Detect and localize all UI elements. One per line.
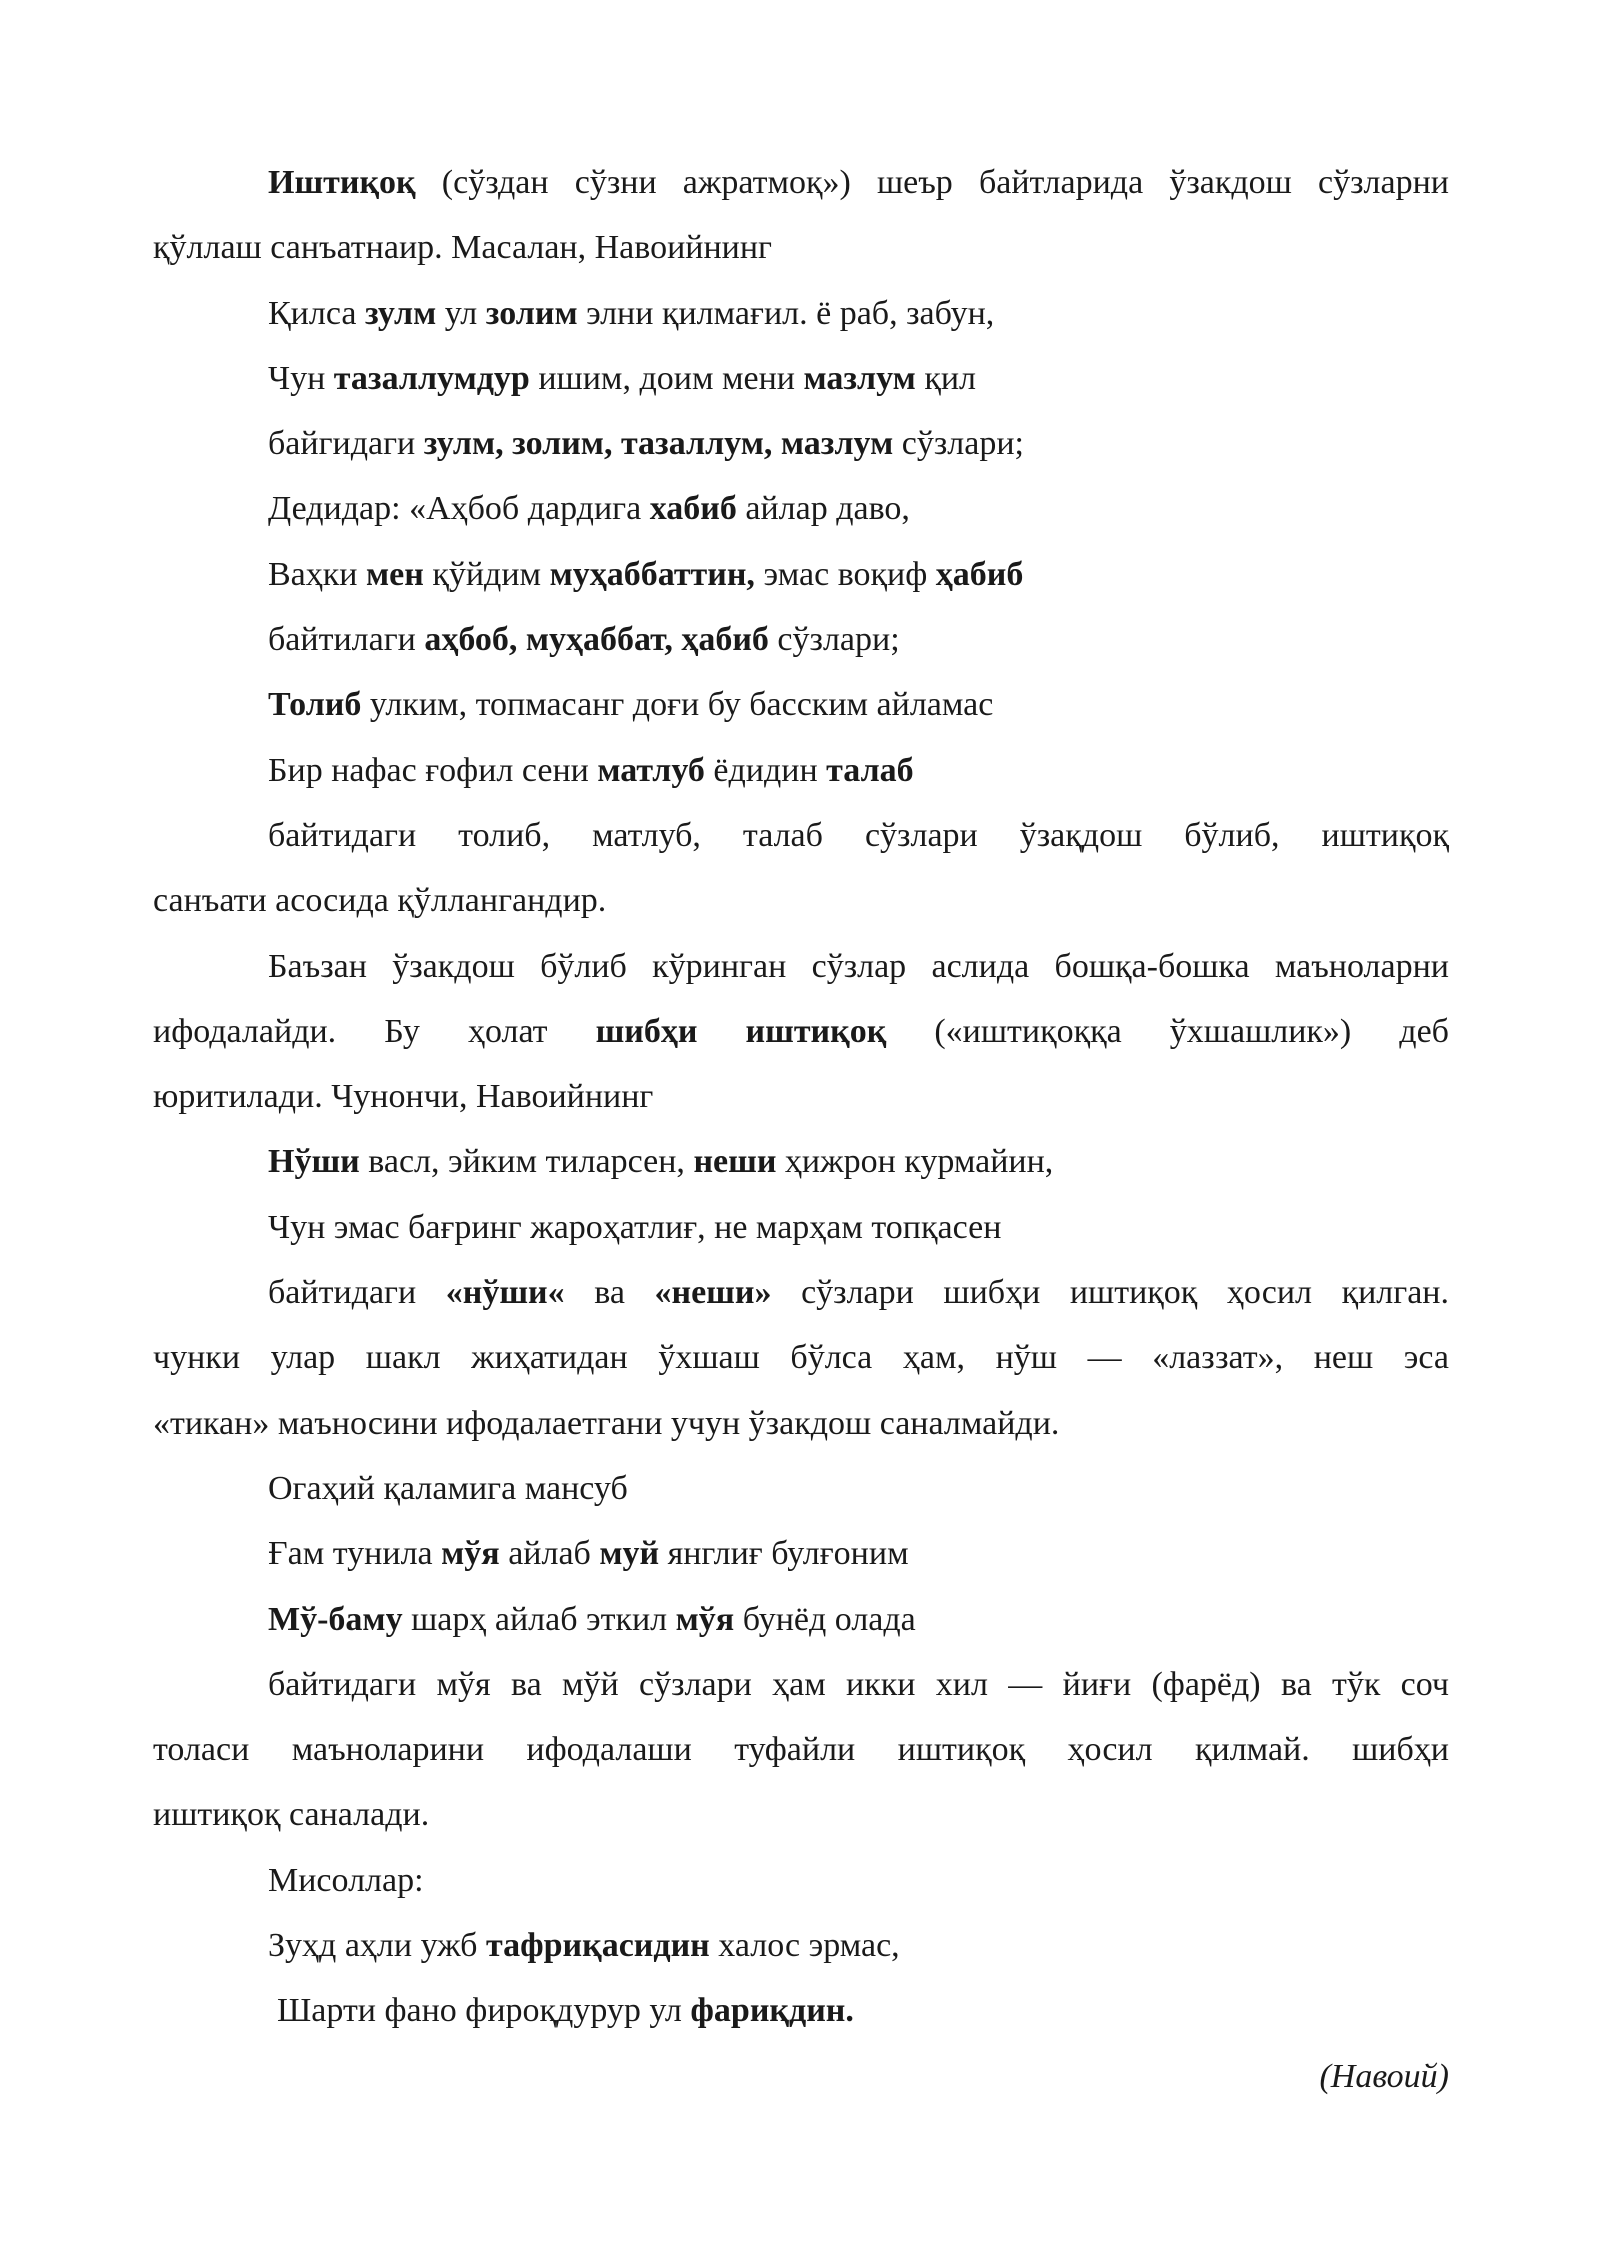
verse3-line1 [153, 672, 1449, 737]
text-run: Ваҳки [268, 555, 366, 593]
text-run: Қилса [268, 294, 365, 332]
text-run: сўзлари; [768, 621, 900, 659]
p6-line1 [153, 1652, 1449, 1717]
comment2 [153, 607, 1449, 672]
text-run: байтилаги [268, 621, 425, 659]
document-body [153, 150, 1449, 2109]
text-run: Баъзан ўзакдош бўлиб кўринган сўзлар аслида бошқа-бошка маъноларни [268, 947, 1449, 985]
p1-line2 [153, 215, 1449, 280]
text-run: Дедидар: «Аҳбоб дардига [268, 490, 650, 528]
bold-term: фариқдин. [690, 1992, 854, 2030]
p2-line2 [153, 868, 1449, 933]
bold-term: мазлум [803, 359, 916, 397]
bold-term: золим [485, 294, 578, 332]
verse4-line2 [153, 1195, 1449, 1260]
bold-term: «неши» [654, 1274, 772, 1312]
text-run: «тикан» маъносини ифодалаетгани учун ўзакдош саналмайди. [153, 1404, 1060, 1442]
verse1-line1 [153, 281, 1449, 346]
text-run: иштиқоқ саналади. [153, 1796, 430, 1834]
text-run: янглиғ булғоним [659, 1535, 909, 1573]
text-run: ишим, доим мени [529, 359, 804, 397]
verse2-line1 [153, 476, 1449, 541]
text-run: ёдидин [704, 751, 827, 789]
text-run: (сўздан сўзни ажратмоқ») шеър байтларида ўзакдош сўзларни [415, 164, 1449, 201]
text-run: улким, топмасанг доғи бу басским айламас [361, 686, 994, 724]
text-run: чунки улар шакл жиҳатидан ўхшаш бўлса ҳам, нўш — «лаззат», неш эса [153, 1339, 1449, 1377]
text-run: юритилади. Чунончи, Навоийнинг [153, 1078, 654, 1116]
text-run: Зуҳд аҳли ужб [268, 1927, 486, 1965]
p3-line3 [153, 1064, 1449, 1129]
text-run: Мисоллар: [268, 1861, 424, 1899]
text-run: Чун эмас бағринг жароҳатлиғ, не марҳам топқасен [268, 1208, 1002, 1246]
text-run: эмас воқиф [754, 555, 936, 593]
text-run: байгидаги [268, 425, 424, 463]
text-run: байтидаги мўя ва мўй сўзлари ҳам икки хил — йиғи (фарёд) ва тўк соч [268, 1665, 1449, 1703]
p3-line2 [153, 999, 1449, 1064]
bold-term: Нўши [268, 1143, 360, 1181]
verse3-line2 [153, 738, 1449, 803]
text-run: санъати асосида қўллангандир. [153, 882, 607, 920]
attribution [153, 2044, 1449, 2109]
examples-heading [153, 1848, 1449, 1913]
text-run: байтидаги [268, 1274, 446, 1312]
verse4-line1 [153, 1129, 1449, 1194]
bold-term: тазаллумдур [333, 359, 530, 397]
verse2-line2 [153, 542, 1449, 607]
bold-term: муҳаббаттин, [549, 555, 755, 593]
text-run: шарҳ айлаб эткил [402, 1600, 676, 1638]
text-run: байтидаги толиб, матлуб, талаб сўзлари ўзақдош бўлиб, иштиқоқ [268, 816, 1449, 854]
bold-term: хабиб [649, 490, 737, 528]
verse5-line2 [153, 1587, 1449, 1652]
p6-line3 [153, 1782, 1449, 1847]
text-run: Шарти фано фироқдурур ул [277, 1992, 691, 2030]
comment1 [153, 411, 1449, 476]
text-run: ва [564, 1274, 655, 1312]
bold-term: «нўши« [445, 1274, 565, 1312]
verse5-line1 [153, 1521, 1449, 1586]
text-run: Чун [268, 359, 334, 397]
p4-line3 [153, 1391, 1449, 1456]
bold-term: ҳабиб [935, 555, 1024, 593]
verse1-line2 [153, 346, 1449, 411]
text-run: бунёд олада [734, 1600, 916, 1638]
text-run: ул [436, 294, 486, 332]
text-run: васл, эйким тиларсен, [359, 1143, 694, 1181]
p2-line1 [153, 803, 1449, 868]
text-run: («иштиқоққа ўхшашлик») деб [886, 1012, 1449, 1050]
text-run: элни қилмағил. ё раб, забун, [577, 294, 995, 332]
bold-term: матлуб [597, 751, 705, 789]
bold-term: мўя [441, 1535, 500, 1573]
bold-term: неши [693, 1143, 777, 1181]
text-run: айлар даво, [736, 490, 910, 528]
bold-term: зулм [364, 294, 437, 332]
bold-term: муй [599, 1535, 660, 1573]
bold-term: Иштиқоқ [268, 164, 416, 201]
p1-line1 [153, 150, 1449, 215]
p4-line2 [153, 1325, 1449, 1390]
bold-term: Толиб [268, 686, 362, 724]
text-run: Бир нафас ғофил сени [268, 751, 598, 789]
text-run: қўллаш санъатнаир. Масалан, Навоийнинг [153, 229, 773, 267]
text-run: қил [915, 359, 977, 397]
bold-term: шибҳи иштиқоқ [595, 1012, 887, 1050]
p4-line1 [153, 1260, 1449, 1325]
p5-line1 [153, 1456, 1449, 1521]
bold-term: талаб [826, 751, 914, 789]
text-run: сўзлари; [893, 425, 1024, 463]
verse6-line1 [153, 1913, 1449, 1978]
bold-term: мўя [675, 1600, 735, 1638]
text-run: халос эрмас, [709, 1927, 900, 1965]
text-run: айлаб [499, 1535, 600, 1573]
text-run: Ғам тунила [268, 1535, 442, 1573]
text-run: қўйдим [423, 555, 550, 593]
text-run: ифодалайди. Бу ҳолат [153, 1012, 596, 1050]
text-run: Огаҳий қаламига мансуб [268, 1469, 628, 1507]
bold-term: Мў-баму [268, 1600, 403, 1638]
p3-line1 [153, 934, 1449, 999]
text-run: толаси маъноларини ифодалаши туфайли иштиқоқ ҳосил қилмай. шибҳи [153, 1731, 1449, 1769]
text-run: ҳижрон курмайин, [776, 1143, 1054, 1181]
bold-term: мен [365, 555, 424, 593]
bold-term: аҳбоб, муҳаббат, ҳабиб [424, 621, 769, 659]
bold-term: тафриқасидин [485, 1927, 710, 1965]
p6-line2 [153, 1717, 1449, 1782]
text-run: (Навоий) [1319, 2057, 1449, 2095]
bold-term: зулм, золим, тазаллум, мазлум [423, 425, 894, 463]
verse6-line2 [153, 1978, 1449, 2043]
text-run: сўзлари шибҳи иштиқоқ ҳосил қилган. [771, 1274, 1449, 1312]
